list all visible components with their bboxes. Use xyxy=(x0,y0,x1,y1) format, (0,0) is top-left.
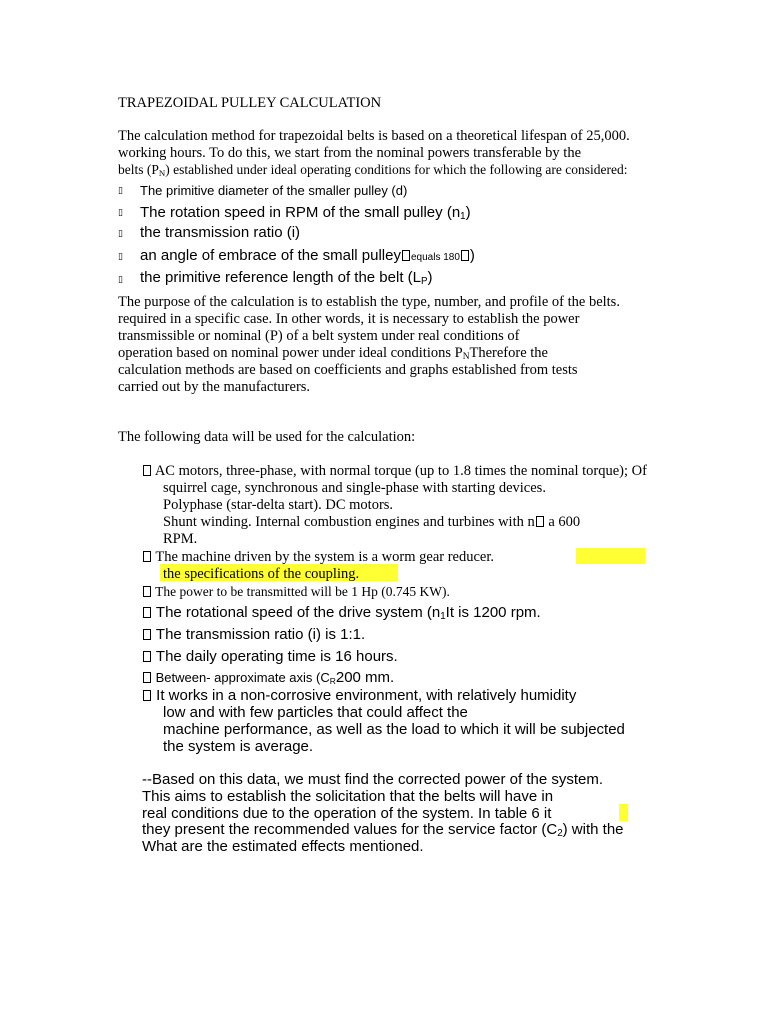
considered-item-length-text: the primitive reference length of the belt (L xyxy=(140,269,421,286)
purpose-line-1: The purpose of the calculation is to establish the type, number, and profile of the belts. xyxy=(118,294,620,310)
data-item-axis xyxy=(142,670,394,685)
intro-line-3-text-a: belts (P xyxy=(118,162,159,177)
data-item-machine-line-1: The machine driven by the system is a worm gear reducer. xyxy=(155,549,494,565)
data-item-motors xyxy=(142,464,647,479)
data-item-axis-text-a: Between- approximate axis (C xyxy=(155,670,330,685)
considered-item-diameter: The primitive diameter of the smaller pulley (d) xyxy=(140,183,408,198)
data-item-axis-subscript: R xyxy=(329,676,336,686)
intro-line-3-text-b: ) established under ideal operating conditions for which the following are considered: xyxy=(165,162,628,177)
data-item-env-line-2: low and with few particles that could affect the xyxy=(163,704,468,721)
intro-line-2: working hours. To do this, we start from the nominal powers transferable by the xyxy=(118,145,582,161)
data-item-motors-line-3: Polyphase (star-delta start). DC motors. xyxy=(163,497,394,513)
considered-item-ratio: the transmission ratio (i) xyxy=(140,224,301,241)
considered-item-speed-close: ) xyxy=(465,204,471,221)
data-item-speed xyxy=(142,605,541,622)
conclusion-line-4-subscript: 2 xyxy=(557,828,563,839)
data-item-speed-subscript: 1 xyxy=(440,611,446,622)
considered-item-angle-text: an angle of embrace of the small pulley xyxy=(140,247,401,264)
data-item-env xyxy=(142,688,576,703)
intro-line-3 xyxy=(118,163,627,178)
missing-glyph-icon xyxy=(143,651,151,662)
considered-item-angle xyxy=(140,248,475,263)
conclusion-line-1: --Based on this data, we must find the corrected power of the system. xyxy=(142,771,604,788)
purpose-line-4 xyxy=(118,346,548,362)
conclusion-line-5: What are the estimated effects mentioned. xyxy=(142,838,424,855)
data-item-axis-text-b: 200 mm. xyxy=(335,669,395,686)
data-item-machine xyxy=(142,550,494,565)
missing-glyph-icon xyxy=(143,629,151,640)
data-item-motors-line-5: RPM. xyxy=(163,531,198,547)
considered-item-angle-small: equals 180 xyxy=(410,252,460,263)
missing-glyph-icon xyxy=(536,516,544,527)
conclusion-line-3: real conditions due to the operation of the system. In table 6 it xyxy=(142,805,552,822)
bullet-square-icon: ▯ xyxy=(118,275,123,285)
data-item-power-text: The power to be transmitted will be 1 Hp (0.745 KW). xyxy=(155,584,450,599)
considered-item-length-close: ) xyxy=(427,269,433,286)
bullet-square-icon: ▯ xyxy=(118,208,123,218)
purpose-line-4-subscript: N xyxy=(462,352,470,362)
considered-item-length-subscript: P xyxy=(421,276,428,287)
data-item-env-line-3: machine performance, as well as the load to which it will be subjected xyxy=(163,721,625,738)
conclusion-line-4 xyxy=(142,822,624,839)
conclusion-line-4-text-b: ) with the xyxy=(562,821,624,838)
missing-glyph-icon xyxy=(402,250,410,261)
missing-glyph-icon xyxy=(143,607,151,618)
document-title: TRAPEZOIDAL PULLEY CALCULATION xyxy=(118,95,382,111)
purpose-line-2: required in a specific case. In other words, it is necessary to establish the power xyxy=(118,311,580,327)
purpose-line-4-text-a: operation based on nominal power under ideal conditions P xyxy=(118,345,463,361)
purpose-line-6: carried out by the manufacturers. xyxy=(118,379,311,395)
considered-item-angle-close: ) xyxy=(469,247,475,264)
data-item-motors-line-4-text-a: Shunt winding. Internal combustion engines and turbines with n xyxy=(163,514,535,530)
considered-item-speed-subscript: 1 xyxy=(460,211,466,222)
data-item-daily xyxy=(142,649,398,664)
intro-line-3-subscript: N xyxy=(158,168,166,178)
missing-glyph-icon xyxy=(461,250,469,261)
intro-line-1: The calculation method for trapezoidal belts is based on a theoretical lifespan of 25,000. xyxy=(118,128,630,144)
conclusion-line-2: This aims to establish the solicitation that the belts will have in xyxy=(142,788,554,805)
data-item-speed-text-b: It is 1200 rpm. xyxy=(445,604,541,621)
data-item-motors-line-2: squirrel cage, synchronous and single-phase with starting devices. xyxy=(163,480,546,496)
purpose-line-5: calculation methods are based on coefficients and graphs established from tests xyxy=(118,362,578,378)
missing-glyph-icon xyxy=(143,465,151,476)
missing-glyph-icon xyxy=(143,551,151,562)
conclusion-line-4-text-a: they present the recommended values for the service factor (C xyxy=(142,821,558,838)
purpose-line-3: transmissible or nominal (P) of a belt system under real conditions of xyxy=(118,328,520,344)
bullet-square-icon: ▯ xyxy=(118,229,123,239)
missing-glyph-icon xyxy=(143,672,151,683)
data-item-ratio xyxy=(142,627,365,642)
bullet-square-icon: ▯ xyxy=(118,252,123,262)
data-item-env-line-4: the system is average. xyxy=(163,738,314,755)
considered-item-length xyxy=(140,270,433,287)
data-item-motors-line-4 xyxy=(163,515,580,530)
data-item-speed-text-a: The rotational speed of the drive system (n xyxy=(155,604,441,621)
missing-glyph-icon xyxy=(143,586,151,597)
data-item-ratio-text: The transmission ratio (i) is 1:1. xyxy=(155,626,366,643)
considered-item-speed-text: The rotation speed in RPM of the small pulley (n xyxy=(140,204,461,221)
bullet-square-icon: ▯ xyxy=(118,186,123,196)
data-item-env-line-1: It works in a non-corrosive environment, with relatively humidity xyxy=(156,687,577,704)
missing-glyph-icon xyxy=(143,690,151,701)
highlight-mark xyxy=(576,548,645,564)
data-item-machine-line-2: the specifications of the coupling. xyxy=(163,566,360,582)
considered-item-speed xyxy=(140,205,471,222)
data-intro: The following data will be used for the calculation: xyxy=(118,429,416,445)
data-item-power xyxy=(142,585,450,599)
data-item-daily-text: The daily operating time is 16 hours. xyxy=(155,648,398,665)
purpose-line-4-text-b: Therefore the xyxy=(469,345,548,361)
data-item-motors-line-4-text-b: a 600 xyxy=(544,514,581,530)
highlight-mark xyxy=(619,804,628,821)
data-item-motors-line-1: AC motors, three-phase, with normal torque (up to 1.8 times the nominal torque); Of xyxy=(154,463,647,479)
